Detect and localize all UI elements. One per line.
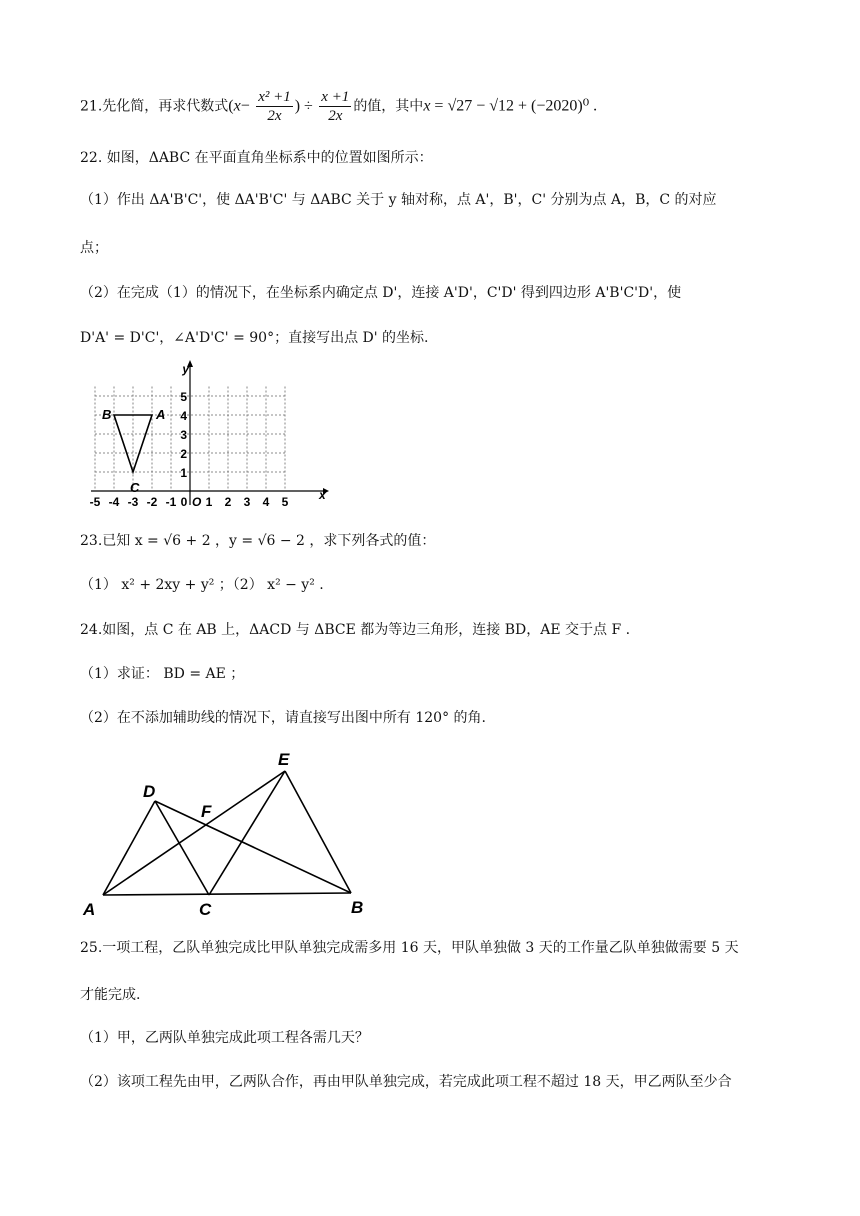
q21-expression: = √27 − √12 + (−2020)⁰ .	[430, 97, 598, 115]
q21-mid-text: 的值，其中	[353, 98, 424, 115]
q21-frac2-numerator: x +1	[321, 89, 350, 105]
x-tick-label: -3	[127, 495, 139, 509]
point-label-c: C	[199, 900, 212, 919]
x-tick-label: 0	[180, 495, 188, 509]
q22-line-5: D'A' = D'C'，∠A'D'C' = 90°；直接写出点 D' 的坐标.	[80, 330, 429, 346]
q22-coordinate-graph	[85, 355, 335, 515]
q24-triangle-figure	[75, 745, 385, 920]
y-axis-label: y	[182, 362, 189, 376]
x-tick-label: 3	[243, 495, 251, 509]
q22-line-2: （1）作出 ΔA'B'C'，使 ΔA'B'C' 与 ΔABC 关于 y 轴对称，点 A'，B'，C' 分别为点 A，B，C 的对应	[80, 192, 717, 208]
q25-line-4: （2）该项工程先由甲，乙两队合作，再由甲队单独完成，若完成此项工程不超过 18 天，甲乙两队至少合	[80, 1074, 732, 1090]
q21-frac1-denominator: 2x	[267, 108, 282, 124]
q21-frac1-numerator: x² +1	[258, 89, 291, 105]
x-tick-label: 5	[281, 495, 289, 509]
q25-line-1: 25.一项工程，乙队单独完成比甲队单独完成需多用 16 天，甲队单独做 3 天的工作量乙队单独做需要 5 天	[80, 940, 739, 956]
vertex-label-a: A	[156, 407, 166, 422]
vertex-label-c: C	[130, 480, 140, 495]
segment-ad	[103, 801, 155, 895]
q21-open-paren: (	[228, 97, 234, 115]
segment-bd	[155, 801, 351, 893]
question-21	[80, 88, 597, 125]
segment-ae	[103, 771, 285, 895]
point-label-e: E	[278, 750, 290, 769]
q25-line-3: （1）甲，乙两队单独完成此项工程各需几天？	[80, 1030, 369, 1046]
q22-line-4: （2）在完成（1）的情况下，在坐标系内确定点 D'，连接 A'D'，C'D' 得到四边形 A'B'C'D'，使	[80, 285, 682, 301]
q21-var-x: x	[233, 97, 241, 115]
q21-minus: −	[240, 97, 250, 115]
q24-line-3: （2）在不添加辅助线的情况下，请直接写出图中所有 120° 的角.	[80, 710, 486, 726]
x-axis-label: x	[319, 488, 326, 502]
q24-line-1: 24.如图，点 C 在 AB 上，ΔACD 与 ΔBCE 都为等边三角形，连接 BD，AE 交于点 F .	[80, 622, 631, 638]
x-tick-label: -1	[165, 495, 177, 509]
q23-line-1: 23.已知 x = √6 + 2 ，y = √6 − 2 ，求下列各式的值：	[80, 533, 436, 549]
point-label-b: B	[351, 898, 364, 917]
q21-fraction-1	[256, 88, 293, 125]
x-tick-label: 2	[224, 495, 232, 509]
x-tick-label: 4	[262, 495, 270, 509]
origin-label: O	[192, 495, 202, 509]
q22-line-1: 22. 如图，ΔABC 在平面直角坐标系中的位置如图所示：	[80, 150, 433, 166]
x-tick-label: -5	[89, 495, 101, 509]
y-tick-label: 4	[180, 409, 187, 423]
q22-line-3: 点；	[80, 240, 108, 256]
segment-eb	[285, 771, 351, 893]
q21-fraction-2	[319, 88, 351, 125]
segment-ab	[103, 893, 351, 895]
q23-line-2: （1） x² + 2xy + y² ；（2） x² − y² .	[80, 577, 324, 593]
q21-var-x-2: x	[423, 97, 431, 115]
q24-line-2: （1）求证： BD = AE ；	[80, 666, 245, 682]
y-tick-label: 1	[180, 466, 187, 480]
q25-line-2: 才能完成.	[80, 987, 141, 1003]
segment-ce	[209, 771, 285, 895]
point-label-f: F	[201, 802, 212, 821]
q21-prefix: 21.先化简，再求代数式	[80, 98, 229, 115]
point-label-d: D	[143, 782, 156, 801]
x-tick-label: -4	[108, 495, 120, 509]
y-tick-label: 3	[180, 428, 187, 442]
y-tick-label: 5	[180, 390, 187, 404]
x-tick-label: -2	[146, 495, 158, 509]
q21-frac2-denominator: 2x	[328, 108, 343, 124]
y-tick-label: 2	[180, 447, 187, 461]
x-tick-label: 1	[205, 495, 213, 509]
point-label-a: A	[83, 900, 96, 919]
q21-divide: ) ÷	[294, 97, 313, 115]
vertex-label-b: B	[102, 407, 112, 422]
